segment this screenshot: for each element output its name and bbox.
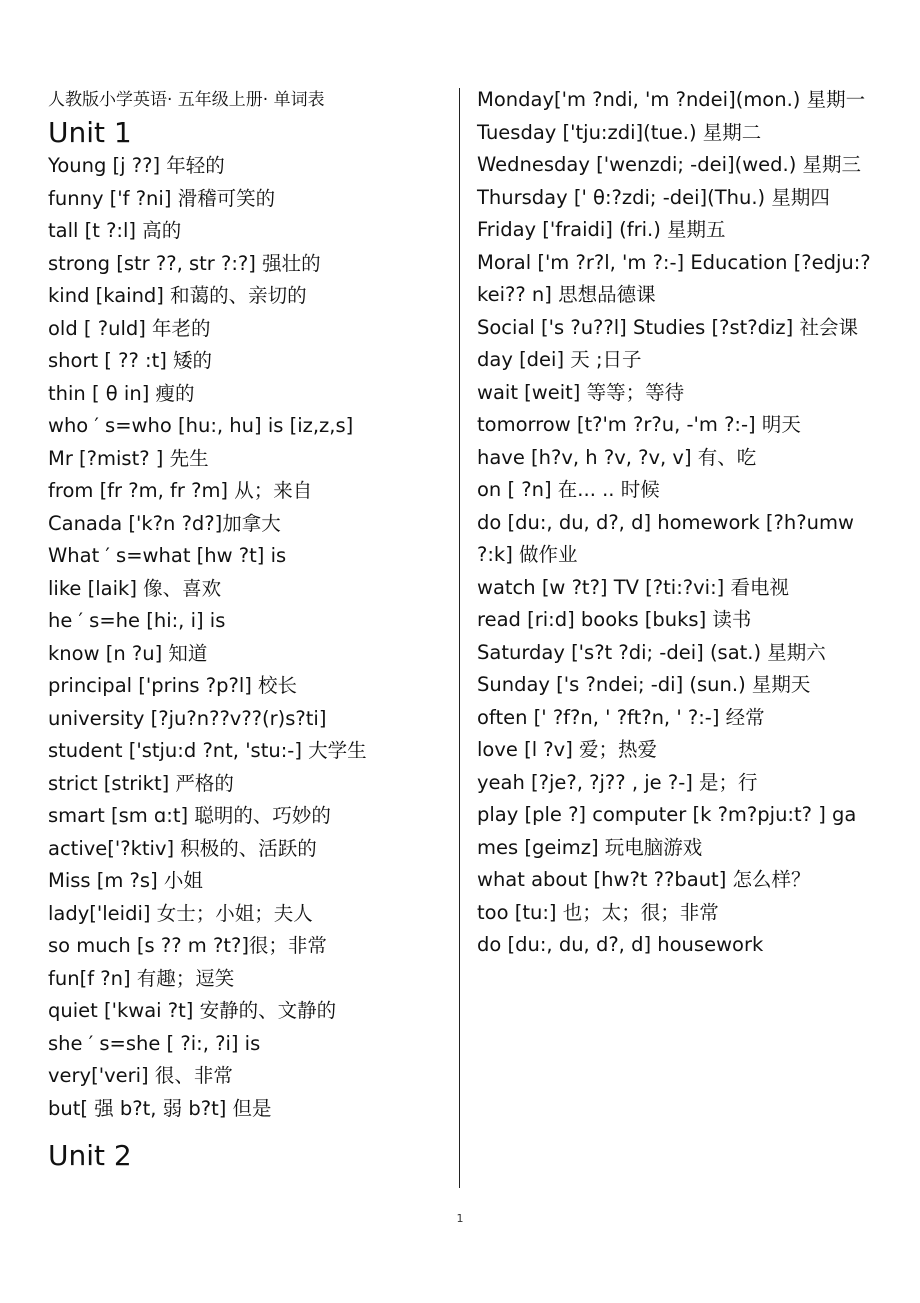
vocab-entry: read [ri:d] books [buks] 读书 bbox=[477, 608, 752, 631]
vocab-entry: thin [ θ in] 瘦的 bbox=[48, 381, 195, 405]
vocab-entry: smart [sm ɑ:t] 聪明的、巧妙的 bbox=[48, 804, 331, 827]
vocab-entry: strict [strikt] 严格的 bbox=[48, 771, 234, 795]
unit-2-heading: Unit 2 bbox=[48, 1139, 132, 1172]
vocab-entry: tall [t ?:l] 高的 bbox=[48, 219, 182, 242]
vocab-entry: short [ ?? :t] 矮的 bbox=[48, 349, 213, 372]
vocab-entry: wait [weit] 等等；等待 bbox=[477, 380, 685, 404]
vocab-entry: Tuesday ['tju:zdi](tue.) 星期二 bbox=[477, 120, 762, 144]
vocab-entry: principal ['prins ?p?l] 校长 bbox=[48, 674, 298, 697]
vocab-entry: know [n ?u] 知道 bbox=[48, 641, 208, 665]
vocab-entry: he ′ s=he [hi:, i] is bbox=[48, 609, 226, 632]
right-column bbox=[477, 84, 873, 962]
vocab-entry: day [dei] 天 ;日子 bbox=[477, 348, 642, 371]
vocab-entry: Friday ['fraidi] (fri.) 星期五 bbox=[477, 218, 726, 241]
vocab-entry: but[ 强 b?t, 弱 b?t] 但是 bbox=[48, 1096, 272, 1120]
vocab-entry: What ′ s=what [hw ?t] is bbox=[48, 544, 287, 567]
vocab-entry: Thursday [' θ:?zdi; -dei](Thu.) 星期四 bbox=[477, 185, 830, 209]
vocab-entry: fun[f ?n] 有趣；逗笑 bbox=[48, 966, 235, 990]
page-number: 1 bbox=[456, 1212, 464, 1225]
vocab-entry: very['veri] 很、非常 bbox=[48, 1064, 233, 1087]
vocab-entry: play [ple ?] computer [k ?m?pju:t? ] games [geimz] 玩电脑游戏 bbox=[477, 803, 857, 859]
vocab-entry: do [du:, du, d?, d] housework bbox=[477, 933, 764, 956]
vocab-entry: from [fr ?m, fr ?m] 从；来自 bbox=[48, 479, 313, 502]
vocab-entry: love [l ?v] 爱；热爱 bbox=[477, 738, 658, 761]
vocab-entry: lady['leidi] 女士；小姐；夫人 bbox=[48, 901, 313, 925]
vocab-entry: Miss [m ?s] 小姐 bbox=[48, 869, 203, 892]
vocab-entry: student ['stju:d ?nt, 'stu:-] 大学生 bbox=[48, 739, 367, 762]
vocab-entry: funny ['f ?ni] 滑稽可笑的 bbox=[48, 186, 276, 210]
vocab-entry: active['?ktiv] 积极的、活跃的 bbox=[48, 836, 317, 860]
left-column bbox=[48, 84, 440, 1173]
vocab-entry: often [' ?f?n, ' ?ft?n, ' ?:-] 经常 bbox=[477, 705, 765, 729]
vocab-entry: do [du:, du, d?, d] homework [?h?umw ?:k] 做作业 bbox=[477, 510, 854, 566]
vocab-entry: yeah [?je?, ?j?? , je ?-] 是；行 bbox=[477, 770, 758, 794]
document-title: 人教版小学英语· 五年级上册· 单词表 bbox=[48, 90, 325, 110]
unit-1-word-list bbox=[48, 150, 440, 1125]
vocab-entry: Monday['m ?ndi, 'm ?ndei](mon.) 星期一 bbox=[477, 88, 866, 111]
vocab-entry: strong [str ??, str ?:?] 强壮的 bbox=[48, 251, 321, 275]
column-divider bbox=[459, 88, 460, 1188]
vocab-entry: Canada ['k?n ?d?]加拿大 bbox=[48, 511, 281, 535]
vocab-entry: Sunday ['s ?ndei; -di] (sun.) 星期天 bbox=[477, 673, 811, 696]
vocab-entry: quiet ['kwai ?t] 安静的、文静的 bbox=[48, 999, 337, 1022]
vocab-entry: university [?ju?n??v??(r)s?ti] bbox=[48, 706, 327, 730]
continued-word-list bbox=[477, 84, 873, 962]
vocab-entry: Wednesday ['wenzdi; -dei](wed.) 星期三 bbox=[477, 153, 862, 176]
vocab-entry: Moral ['m ?r?l, 'm ?:-] Education [?edju:?kei?? n] 思想品德课 bbox=[477, 250, 871, 306]
vocab-entry: Mr [?mist? ] 先生 bbox=[48, 446, 209, 470]
vocab-entry: too [tu:] 也；太；很；非常 bbox=[477, 900, 719, 924]
vocab-entry: old [ ?uld] 年老的 bbox=[48, 316, 211, 340]
vocab-entry: like [laik] 像、喜欢 bbox=[48, 576, 222, 600]
vocab-entry: Young [j ??] 年轻的 bbox=[48, 154, 225, 177]
vocab-entry: tomorrow [t?'m ?r?u, -'m ?:-] 明天 bbox=[477, 413, 801, 436]
vocab-entry: what about [hw?t ??baut] 怎么样？ bbox=[477, 868, 811, 891]
vocab-entry: have [h?v, h ?v, ?v, v] 有、吃 bbox=[477, 445, 757, 469]
vocab-entry: Saturday ['s?t ?di; -dei] (sat.) 星期六 bbox=[477, 640, 826, 664]
vocab-entry: she ′ s=she [ ?i:, ?i] is bbox=[48, 1031, 261, 1055]
unit-1-heading: Unit 1 bbox=[48, 116, 132, 149]
vocab-entry: watch [w ?t?] TV [?ti:?vi:] 看电视 bbox=[477, 575, 789, 599]
vocab-entry: so much [s ?? m ?t?]很；非常 bbox=[48, 934, 327, 957]
vocab-entry: kind [kaind] 和蔼的、亲切的 bbox=[48, 284, 307, 307]
vocab-entry: on [ ?n] 在... .. 时候 bbox=[477, 478, 660, 501]
vocab-entry: who ′ s=who [hu:, hu] is [iz,z,s] bbox=[48, 414, 354, 437]
vocab-entry: Social ['s ?u??l] Studies [?st?diz] 社会课 bbox=[477, 315, 858, 339]
